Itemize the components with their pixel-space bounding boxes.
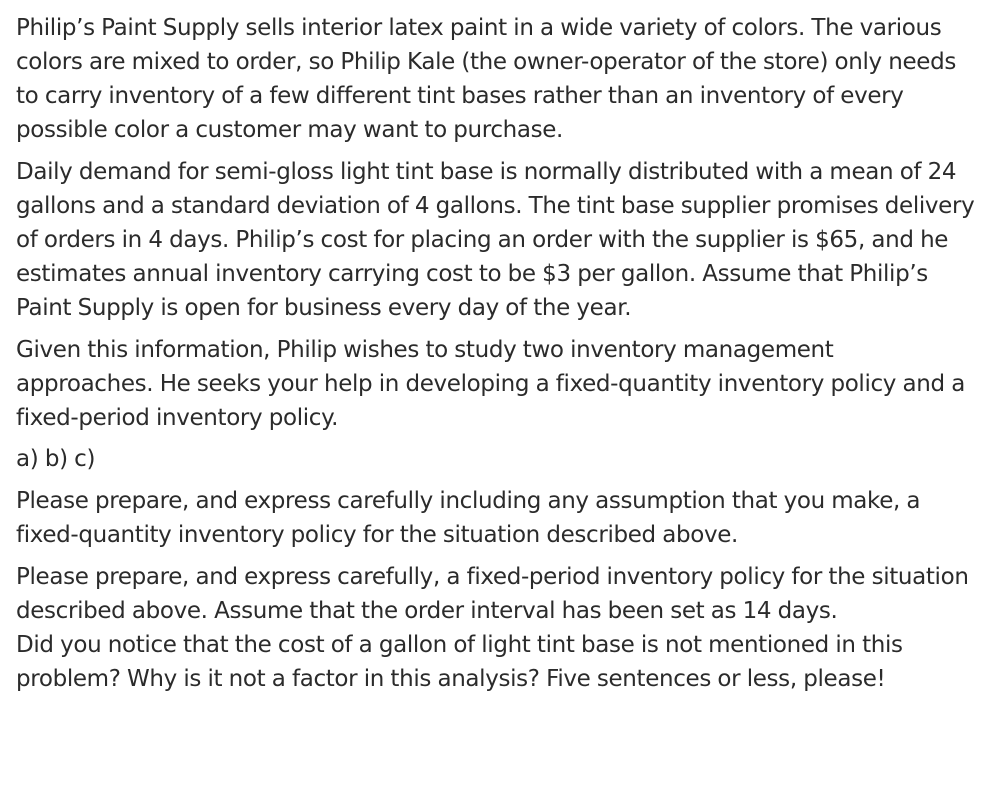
paragraph-part-b: Please prepare, and express carefully, a fixed-period inventory policy for the situation described above. Assume that the order interval has been set as 14 days. (16, 564, 969, 624)
paragraph-part-a: Please prepare, and express carefully including any assumption that you make, a fixed-quantity inventory policy for the situation described above. (16, 488, 921, 548)
paragraph-demand: Daily demand for semi-gloss light tint base is normally distributed with a mean of 24 gallons and a standard deviation of 4 gallons. The tint base supplier promises delivery of orders in 4 days. Philip’s cost for placing an order with the supplier is $65, and he estimates annual inventory carrying cost to be $3 per gallon. Assume that Philip’s Paint Supply is open for business every day of the year. (16, 159, 975, 321)
document-body (16, 11, 976, 696)
paragraph-part-c: Did you notice that the cost of a gallon of light tint base is not mentioned in this problem? Why is it not a factor in this analysis? Five sentences or less, please! (16, 632, 903, 692)
paragraph-intro: Philip’s Paint Supply sells interior latex paint in a wide variety of colors. The various colors are mixed to order, so Philip Kale (the owner-operator of the store) only needs to carry inventory of a few different tint bases rather than an inventory of every possible color a customer may want to purchase. (16, 15, 956, 143)
paragraph-parts-label: a) b) c) (16, 446, 96, 472)
paragraph-task: Given this information, Philip wishes to study two inventory management approaches. He seeks your help in developing a fixed-quantity inventory policy and a fixed-period inventory policy. (16, 337, 965, 431)
